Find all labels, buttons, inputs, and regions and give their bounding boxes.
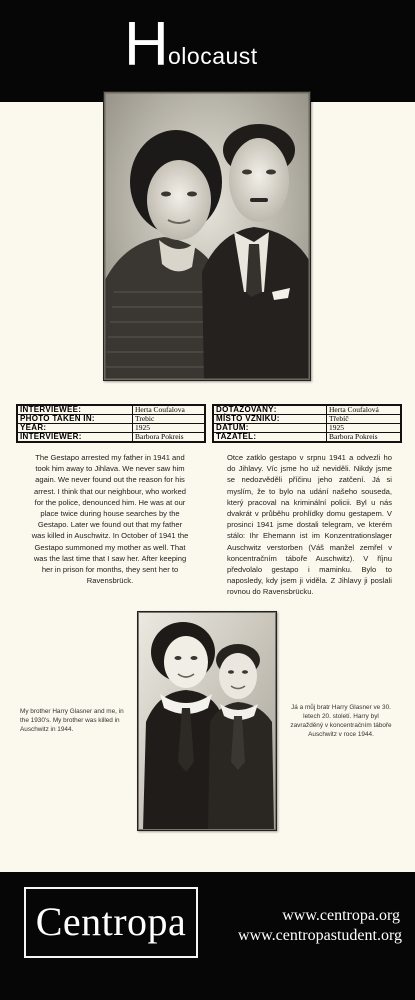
info-label: TAZATEL:: [213, 433, 327, 443]
info-label: MÍSTO VZNIKU:: [213, 415, 327, 424]
info-label: DOTAZOVANÝ:: [213, 405, 327, 415]
info-table-english: [16, 404, 206, 443]
info-label: INTERVIEWEE:: [17, 405, 133, 415]
siblings-photo: [137, 611, 277, 831]
info-table-czech: [212, 404, 402, 443]
info-value: 1925: [133, 424, 206, 433]
info-label: DATUM:: [213, 424, 327, 433]
info-label: PHOTO TAKEN IN:: [17, 415, 133, 424]
centropa-logo: Centropa: [35, 899, 187, 944]
info-value: 1925: [327, 424, 402, 433]
website-link[interactable]: www.centropa.org: [282, 907, 400, 924]
story-text-czech: Otce zatklo gestapo v srpnu 1941 a odvezli ho do Jihlavy. Víc jsme ho už neviděli. Nikdy jsme se nedozvěděli příčinu jeho zatčení. Já si myslím, že to bylo na udání našeho souseda, který pracoval na kriminální policii. Byl u nás dvakrát v průběhu prohlídky domu gestapem. V prosinci 1941 jsme dostali telegram, ve kterém stálo: Ihr Ehemann ist im Konzentrationslager Auschwitz verstorben (Váš manžel zemřel v koncentračním táboře Auschwitz). V říjnu předvolalo gestapo i maminku. Bylo to naposledy, kdy jsem ji viděla. Z Jihlavy ji poslali rovnou do Ravensbrücku.: [227, 453, 392, 597]
info-value: Trebic: [133, 415, 206, 424]
student-website-link[interactable]: www.centropastudent.org: [238, 927, 402, 944]
story-text-english: The Gestapo arrested my father in 1941 and took him away to Jihlava. We never saw him again. We never found out the reason for his arrest. I think that our neighbour, who worked for the police, denounced him. He was at our place twice during house searches by the Gestapo. Later we found out that my father was killed in Auschwitz. In October of 1941 the Gestapo summoned my mother as well. That was the last time that I saw her. After keeping her in prison for months, they sent her to Ravensbrück.: [31, 453, 189, 586]
info-label: YEAR:: [17, 424, 133, 433]
photo-caption-czech: Já a můj bratr Harry Glasner ve 30. letech 20. století. Harry byl zavražděný v koncentračním táboře Auschwitz v roce 1944.: [290, 704, 392, 738]
info-value: Herta Coufalová: [327, 405, 402, 415]
info-label: INTERVIEWER:: [17, 433, 133, 443]
couple-photo: [103, 91, 311, 381]
info-value: Barbora Pokreis: [133, 433, 206, 443]
info-value: Třebíč: [327, 415, 402, 424]
info-value: Barbora Pokreis: [327, 433, 402, 443]
title-initial: H: [124, 10, 169, 79]
photo-caption-english: My brother Harry Glasner and me, in the 1930's. My brother was killed in Auschwitz in 1944.: [20, 708, 124, 733]
info-row: [17, 433, 205, 443]
info-row: [213, 433, 401, 443]
info-value: Herta Coufalova: [133, 405, 206, 415]
page-title: [0, 0, 415, 102]
title-rest: olocaust: [168, 43, 258, 69]
